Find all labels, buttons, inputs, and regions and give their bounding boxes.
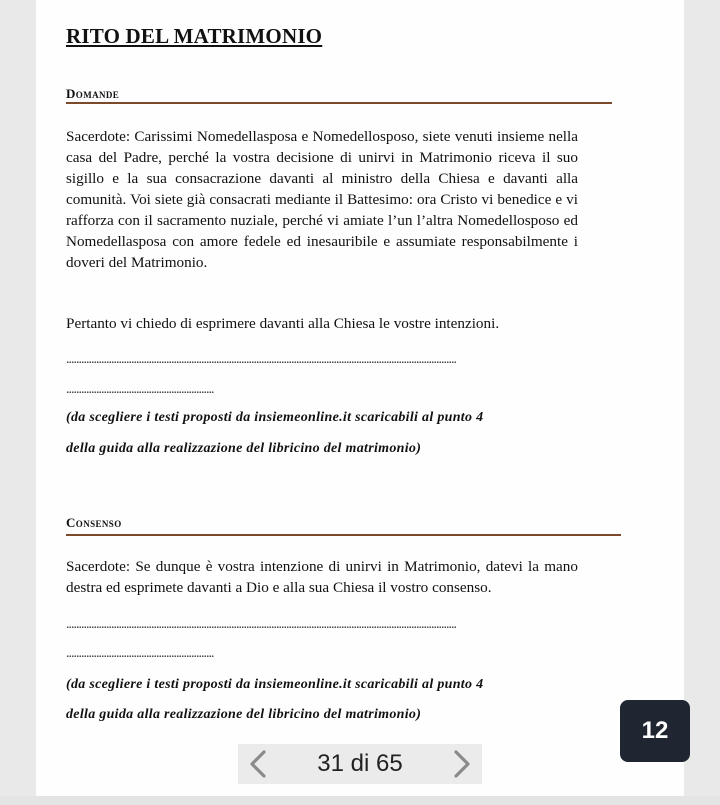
fill-in-line: ............................................................................................................................................................ <box>66 352 456 367</box>
page-gutter <box>0 796 720 805</box>
instruction-note: (da scegliere i testi proposti da insiemeonline.it scaricabili al punto 4 <box>66 677 484 692</box>
instruction-note: della guida alla realizzazione del libricino del matrimonio) <box>66 441 422 456</box>
fill-in-line: ............................................................................................................................................................ <box>66 617 456 632</box>
previous-page-button[interactable] <box>238 744 278 784</box>
page-indicator: 31 di 65 <box>317 750 403 777</box>
next-page-button[interactable] <box>442 744 482 784</box>
fill-in-line: ........................................................... <box>66 646 214 661</box>
fill-in-line: ........................................................... <box>66 382 214 397</box>
page-navigator <box>238 744 482 784</box>
section-heading-domande: Domande <box>66 86 120 101</box>
section-heading-consenso: Consenso <box>66 515 122 530</box>
section-divider <box>66 534 621 536</box>
page-count-badge: 12 <box>620 700 690 762</box>
chevron-right-icon <box>451 749 473 779</box>
section-paragraph: Pertanto vi chiedo di esprimere davanti alla Chiesa le vostre intenzioni. <box>66 315 500 332</box>
section-paragraph: Sacerdote: Carissimi Nomedellasposa e Nomedellosposo, siete venuti insieme nella casa del Padre, perché la vostra decisione di unirvi in Matrimonio riceva il suo sigillo e la sua consacrazione davanti al ministro della Chiesa e davanti alla comunità. Voi siete già consacrati mediante il Battesimo: ora Cristo vi benedice e vi rafforza con il sacramento nuziale, perché vi amiate l’un l’altra Nomedellosposo ed Nomedellasposa con amore fedele ed inesauribile e assumiate responsabilmente i doveri del Matrimonio. <box>66 128 578 271</box>
instruction-note: (da scegliere i testi proposti da insiemeonline.it scaricabili al punto 4 <box>66 410 484 425</box>
section-divider <box>66 102 612 104</box>
chevron-left-icon <box>247 749 269 779</box>
document-title: RITO DEL MATRIMONIO <box>66 24 323 48</box>
instruction-note: della guida alla realizzazione del libricino del matrimonio) <box>66 707 422 722</box>
section-paragraph: Sacerdote: Se dunque è vostra intenzione di unirvi in Matrimonio, datevi la mano destra ed esprimete davanti a Dio e alla sua Chiesa il vostro consenso. <box>66 558 578 596</box>
